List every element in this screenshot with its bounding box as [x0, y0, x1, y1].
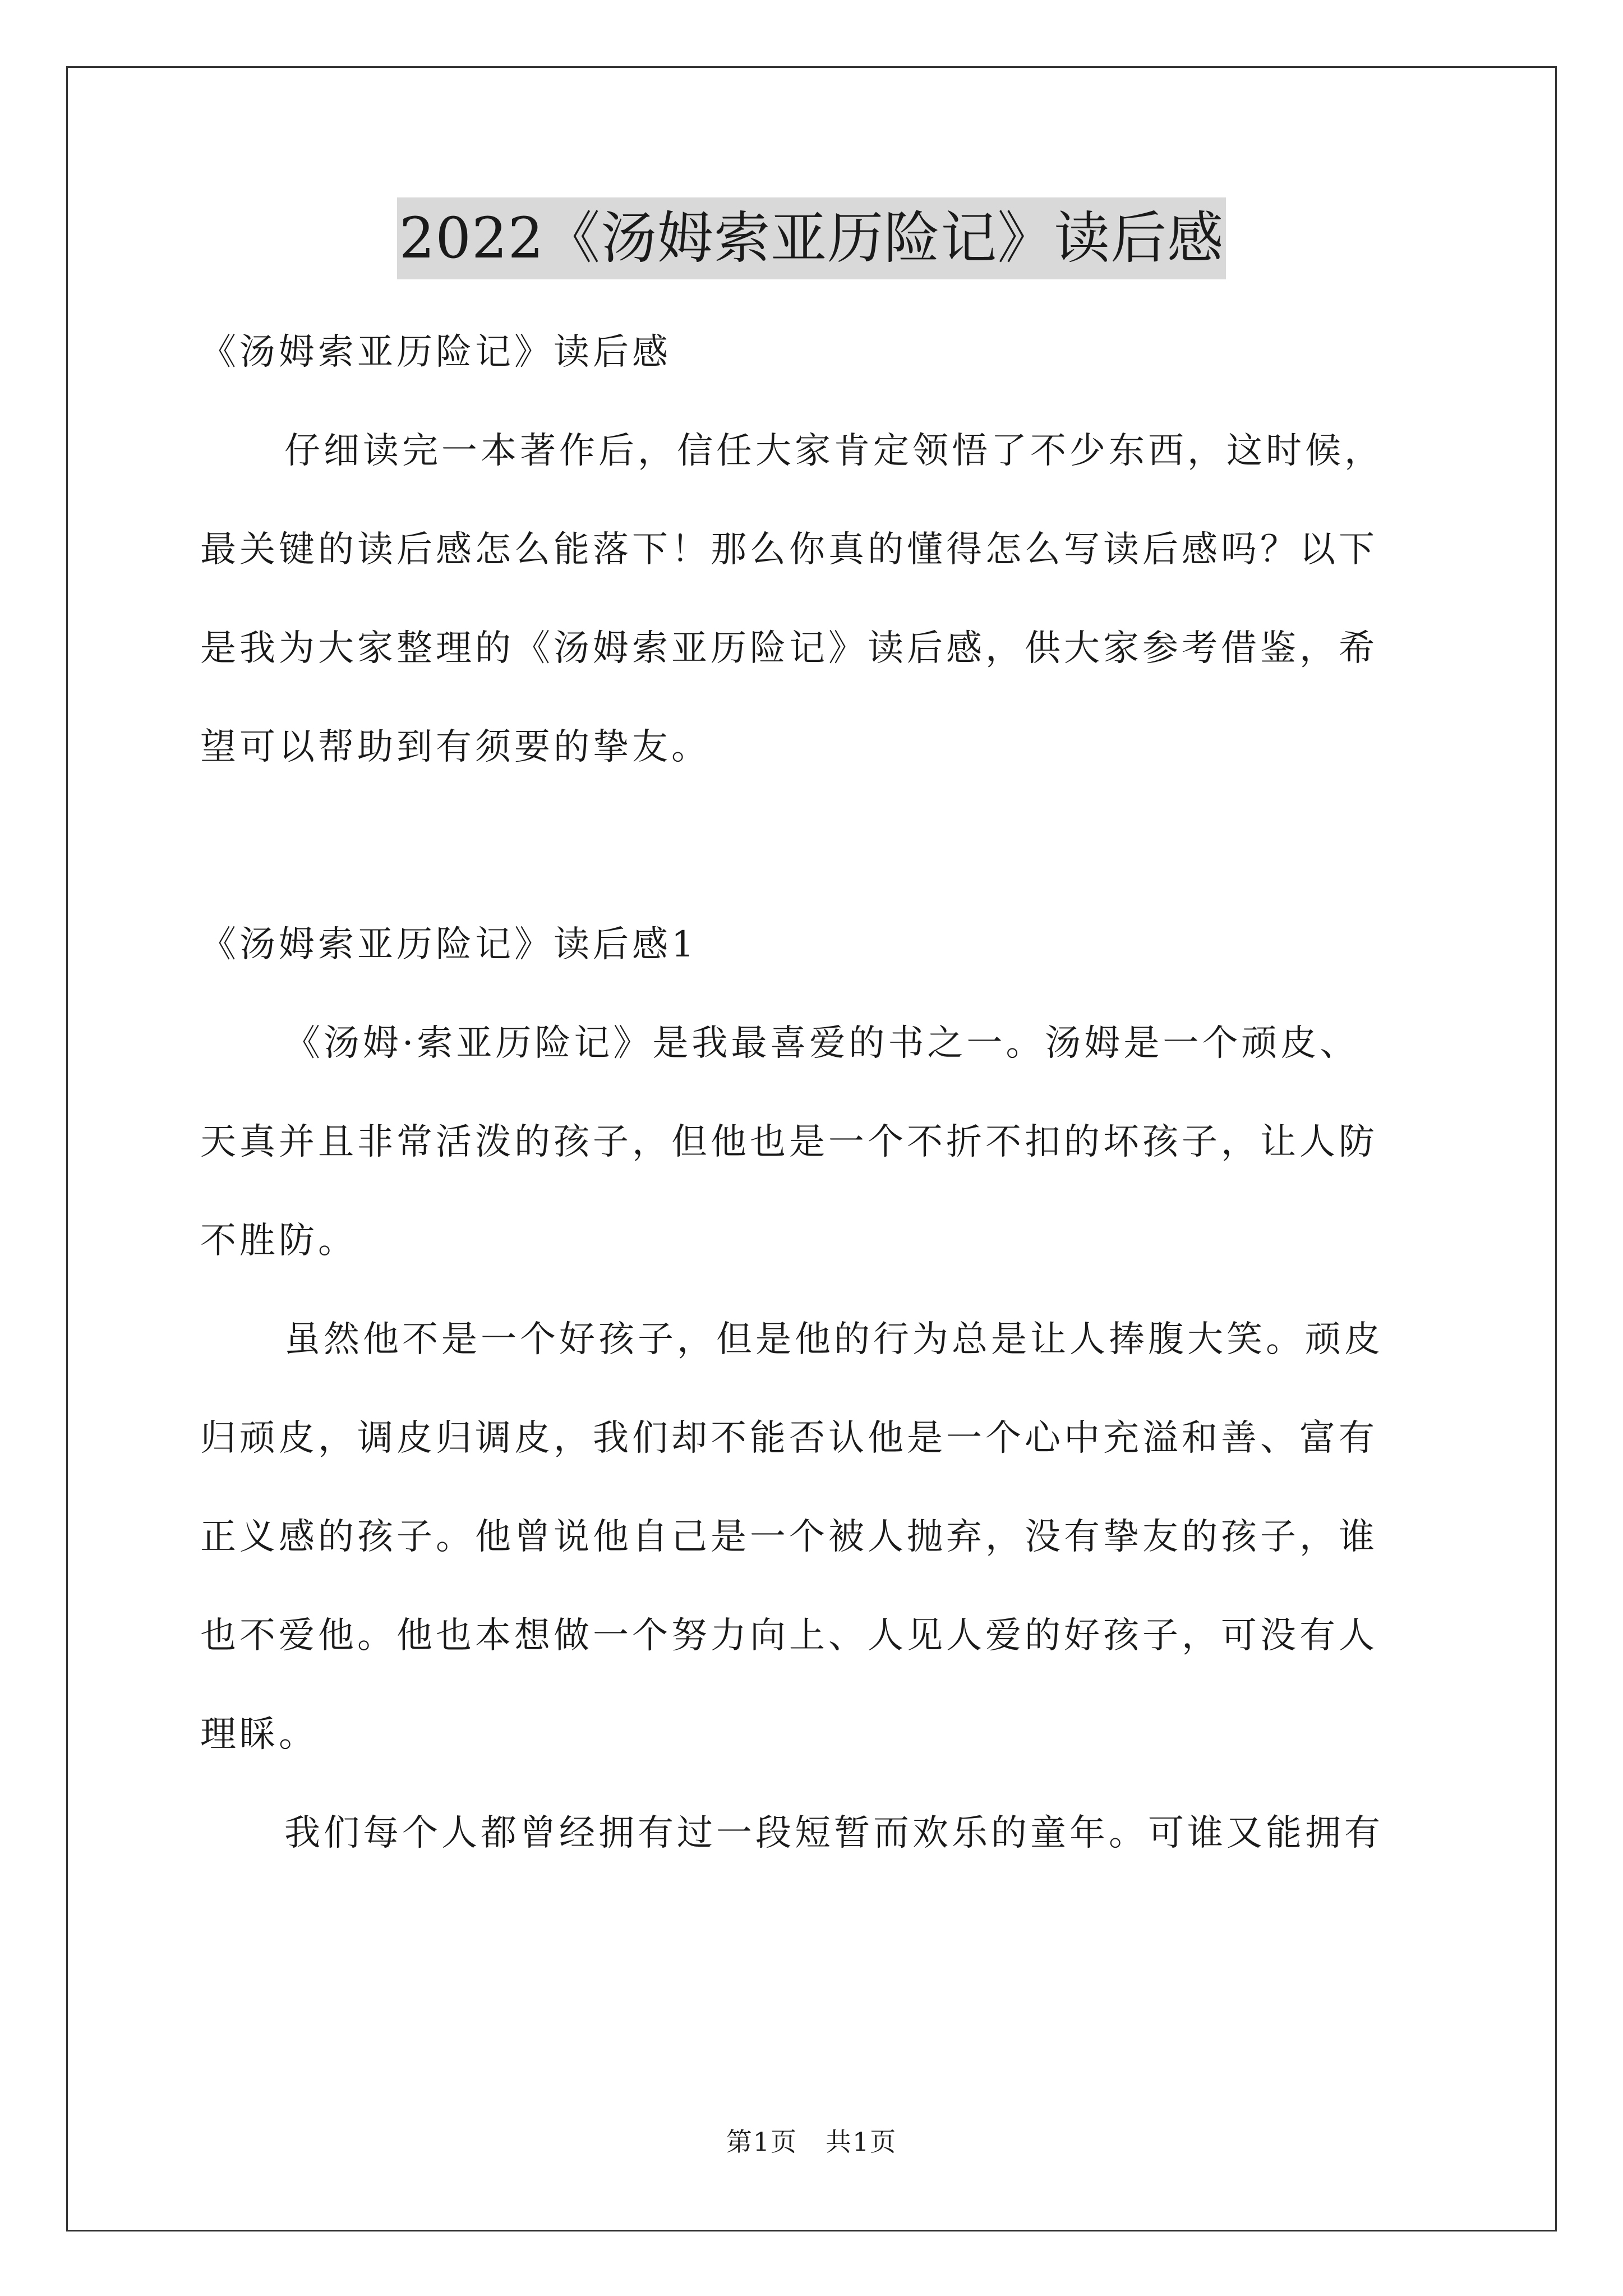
paragraph-line: 归顽皮，调皮归调皮，我们却不能否认他是一个心中充溢和善、富有: [200, 1418, 1378, 1459]
section-spacer: [200, 797, 1428, 895]
page-number: 第1页: [726, 2127, 797, 2157]
title-container: [0, 197, 1623, 279]
page-footer: [0, 2125, 1623, 2159]
intro-paragraph-line: 是我为大家整理的《汤姆索亚历险记》读后感，供大家参考借鉴，希: [200, 628, 1378, 669]
page-title: 2022《汤姆索亚历险记》读后感: [397, 197, 1227, 279]
paragraph-line: 虽然他不是一个好孩子，但是他的行为总是让人捧腹大笑。顽皮: [284, 1319, 1384, 1360]
section-heading: 《汤姆索亚历险记》读后感1: [200, 924, 698, 965]
intro-paragraph-line: 仔细读完一本著作后，信任大家肯定领悟了不少东西，这时候，: [284, 430, 1384, 472]
paragraph-line: 也不爱他。他也本想做一个努力向上、人见人爱的好孩子，可没有人: [200, 1615, 1378, 1657]
paragraph-line: 天真并且非常活泼的孩子，但他也是一个不折不扣的坏孩子，让人防: [200, 1121, 1378, 1163]
paragraph-line: 不胜防。: [200, 1220, 357, 1262]
paragraph-line: 我们每个人都曾经拥有过一段短暂而欢乐的童年。可谁又能拥有: [284, 1812, 1384, 1854]
paragraph-line: 理睬。: [200, 1714, 318, 1755]
total-pages: 共1页: [826, 2127, 897, 2157]
intro-paragraph-line: 最关键的读后感怎么能落下！那么你真的懂得怎么写读后感吗？以下: [200, 529, 1378, 570]
paragraph-line: 正义感的孩子。他曾说他自己是一个被人抛弃，没有挚友的孩子，谁: [200, 1516, 1378, 1558]
intro-paragraph-line: 望可以帮助到有须要的挚友。: [200, 726, 711, 768]
paragraph-line: 《汤姆·索亚历险记》是我最喜爱的书之一。汤姆是一个顽皮、: [284, 1023, 1359, 1064]
document-body: [200, 303, 1428, 1883]
intro-heading: 《汤姆索亚历险记》读后感: [200, 332, 671, 373]
